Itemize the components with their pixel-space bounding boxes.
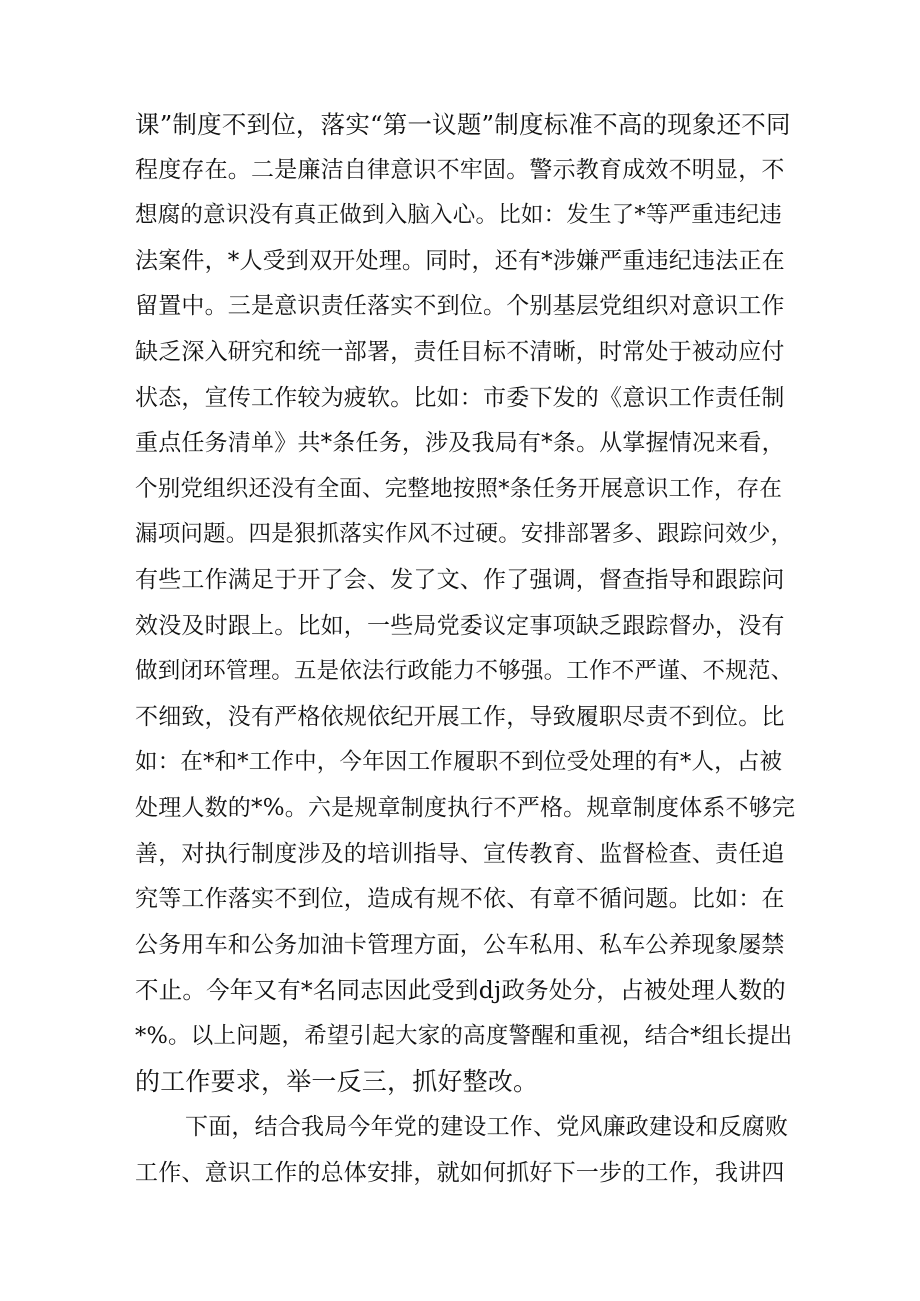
text-line: 想腐的意识没有真正做到入脑入心。比如：发生了*等严重违纪违 bbox=[135, 202, 783, 229]
text-line: 重点任务清单》共*条任务，涉及我局有*条。从掌握情况来看， bbox=[135, 430, 785, 457]
text-line: 状态，宣传工作较为疲软。比如：市委下发的《意识工作责任制 bbox=[135, 384, 785, 411]
text-line: 课”制度不到位，落实“第一议题”制度标准不高的现象还不同 bbox=[135, 110, 791, 139]
text-line: 的工作要求，举一反三，抓好整改。 bbox=[135, 1067, 539, 1097]
text-line: 程度存在。二是廉洁自律意识不牢固。警示教育成效不明显，不 bbox=[135, 156, 785, 183]
text-line: 处理人数的*%。六是规章制度执行不严格。规章制度体系不够完 bbox=[135, 794, 796, 821]
text-line: 漏项问题。四是狠抓落实作风不过硬。安排部署多、跟踪问效少， bbox=[135, 521, 794, 548]
text-line: 如：在*和*工作中，今年因工作履职不到位受处理的有*人，占被 bbox=[135, 749, 783, 776]
text-line: *%。以上问题，希望引起大家的高度警醒和重视，结合*组长提出 bbox=[135, 1022, 793, 1049]
text-line: 究等工作落实不到位，造成有规不依、有章不循问题。比如：在 bbox=[135, 886, 785, 913]
text-line: 不细致，没有严格依规依纪开展工作，导致履职尽责不到位。比 bbox=[135, 703, 785, 730]
text-line: 法案件，*人受到双开处理。同时，还有*涉嫌严重违纪违法正在 bbox=[135, 247, 785, 274]
text-line: 公务用车和公务加油卡管理方面，公车私用、私车公养现象屡禁 bbox=[135, 931, 785, 958]
paragraph-first-line: 下面，结合我局今年党的建设工作、党风廉政建设和反腐败 bbox=[185, 1114, 789, 1141]
document-body bbox=[135, 102, 795, 1196]
text-line: 缺乏深入研究和统一部署，责任目标不清晰，时常处于被动应付 bbox=[135, 338, 785, 365]
text-line: 不止。今年又有*名同志因此受到dj政务处分，占被处理人数的 bbox=[135, 976, 786, 1005]
text-line: 效没及时跟上。比如，一些局党委议定事项缺乏跟踪督办，没有 bbox=[135, 612, 785, 639]
text-line: 个别党组织还没有全面、完整地按照*条任务开展意识工作，存在 bbox=[135, 475, 783, 502]
text-line: 工作、意识工作的总体安排，就如何抓好下一步的工作，我讲四 bbox=[135, 1159, 785, 1186]
text-line: 有些工作满足于开了会、发了文、作了强调，督查指导和跟踪问 bbox=[135, 566, 785, 593]
text-line: 善，对执行制度涉及的培训指导、宣传教育、监督检查、责任追 bbox=[135, 840, 785, 867]
text-line: 留置中。三是意识责任落实不到位。个别基层党组织对意识工作 bbox=[135, 293, 785, 320]
text-line: 做到闭环管理。五是依法行政能力不够强。工作不严谨、不规范、 bbox=[135, 658, 794, 685]
